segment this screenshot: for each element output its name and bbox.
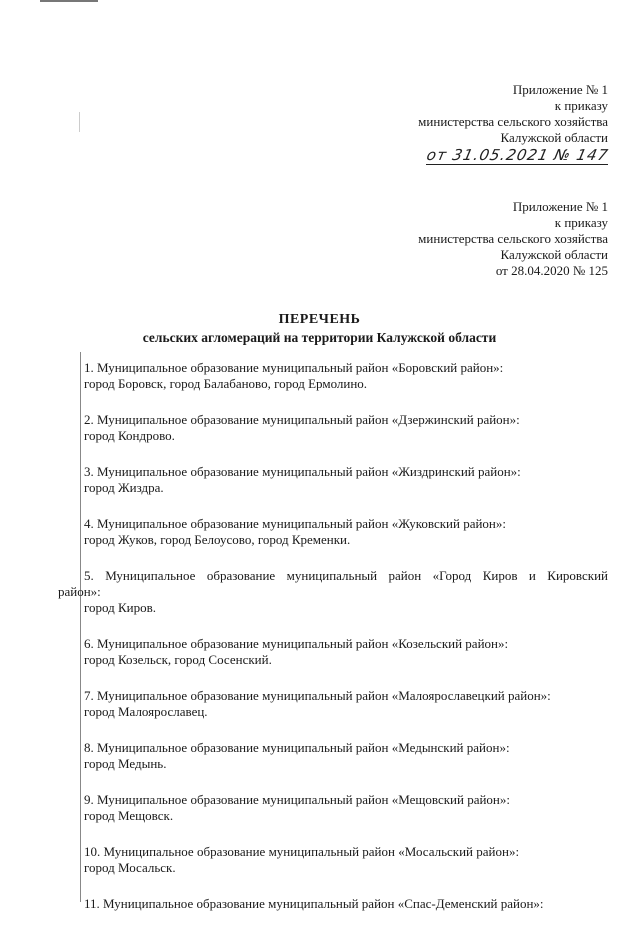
list-item (84, 636, 608, 668)
item-title: 10. Муниципальное образование муниципальный район «Мосальский район»: (84, 844, 520, 859)
item-cities: город Кондрово. (84, 428, 175, 443)
item-cities: город Жуков, город Белоусово, город Кременки. (84, 532, 351, 547)
appendix-header-previous (418, 199, 608, 279)
list-item (84, 516, 608, 548)
list-item (84, 792, 608, 824)
list-item (84, 360, 608, 392)
list-item (58, 568, 608, 616)
title-subheading: сельских агломераций на территории Калужской области (142, 330, 497, 345)
item-title: 2. Муниципальное образование муниципальный район «Дзержинский район»: (84, 412, 520, 427)
item-title: 6. Муниципальное образование муниципальный район «Козельский район»: (84, 636, 509, 651)
item-cities: город Малоярославец. (84, 704, 208, 719)
item-title: 3. Муниципальное образование муниципальный район «Жиздринский район»: (84, 464, 521, 479)
list-item (84, 844, 608, 876)
document-title (0, 312, 639, 346)
scan-margin-line (80, 352, 81, 902)
list-item (84, 412, 608, 444)
appendix-label: Приложение № 1 (512, 199, 608, 214)
region-name: Калужской области (500, 130, 608, 145)
ministry-name: министерства сельского хозяйства (418, 231, 608, 246)
item-title-continuation: район»: (58, 584, 101, 599)
item-title: 11. Муниципальное образование муниципальный район «Спас-Деменский район»: (84, 896, 544, 911)
scan-artifact (79, 112, 80, 132)
item-cities: город Медынь. (84, 756, 167, 771)
title-heading: ПЕРЕЧЕНЬ (278, 312, 361, 327)
ministry-name: министерства сельского хозяйства (418, 114, 608, 129)
list-item (84, 896, 608, 912)
item-cities: город Мещовск. (84, 808, 174, 823)
region-name: Калужской области (500, 247, 608, 262)
item-title: 5. Муниципальное образование муниципальный район «Город Киров и Кировский (84, 568, 608, 583)
underline (426, 164, 608, 165)
item-cities: город Жиздра. (84, 480, 164, 495)
item-title: 7. Муниципальное образование муниципальный район «Малоярославецкий район»: (84, 688, 551, 703)
list-item (84, 464, 608, 496)
list-item (84, 688, 608, 720)
item-cities: город Мосальск. (84, 860, 176, 875)
order-date-number: от 28.04.2020 № 125 (495, 263, 608, 278)
handwritten-date-number (418, 147, 608, 167)
list-item (84, 740, 608, 772)
order-ref: к приказу (554, 215, 608, 230)
appendix-label: Приложение № 1 (512, 82, 608, 97)
item-cities: город Боровск, город Балабаново, город Ермолино. (84, 376, 368, 391)
item-title: 9. Муниципальное образование муниципальный район «Мещовский район»: (84, 792, 510, 807)
handwritten-text: от 31.05.2021 № 147 (424, 146, 610, 164)
item-cities: город Козельск, город Сосенский. (84, 652, 272, 667)
item-title: 1. Муниципальное образование муниципальный район «Боровский район»: (84, 360, 504, 375)
agglomeration-list (58, 360, 608, 932)
item-title: 8. Муниципальное образование муниципальный район «Медынский район»: (84, 740, 510, 755)
order-ref: к приказу (554, 98, 608, 113)
item-cities: город Киров. (84, 600, 157, 615)
scan-edge-mark (40, 0, 98, 2)
item-title: 4. Муниципальное образование муниципальный район «Жуковский район»: (84, 516, 506, 531)
appendix-header-current (418, 82, 608, 167)
